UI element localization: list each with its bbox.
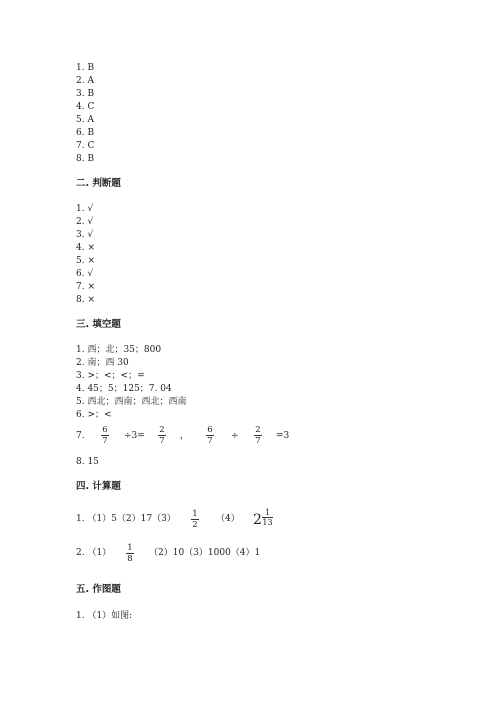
answer-1-1: 1. B xyxy=(76,63,95,73)
answer-3-2: 2. 南；西 30 xyxy=(76,358,129,368)
answer-1-8: 8. B xyxy=(76,154,95,164)
calc-q1-fraction xyxy=(191,509,199,530)
calc-q2-tail: （2）10（3）1000（4）1 xyxy=(149,548,261,558)
answer-2-3: 3. √ xyxy=(76,230,94,240)
q7-fraction-4 xyxy=(254,425,262,446)
answer-1-6: 6. B xyxy=(76,128,95,138)
answer-2-5: 5. × xyxy=(76,256,95,266)
calc-q1-mixed-denominator: 13 xyxy=(262,518,273,527)
calc-q1-mixed-whole: 2 xyxy=(253,512,262,528)
answer-3-8: 8. 15 xyxy=(76,457,99,467)
q7-f2-denominator: 7 xyxy=(159,436,165,446)
calc-q1-mixed-fraction xyxy=(262,508,273,527)
calc-q2-numerator: 1 xyxy=(127,543,133,553)
q7-f2-numerator: 2 xyxy=(159,425,165,435)
section-heading-drawing: 五. 作图题 xyxy=(76,584,121,595)
q7-f3-numerator: 6 xyxy=(207,425,213,435)
answer-1-4: 4. C xyxy=(76,102,95,112)
answer-2-8: 8. × xyxy=(76,295,95,305)
section-heading-fill-blank: 三. 填空题 xyxy=(76,319,121,330)
calc-q2-denominator: 8 xyxy=(127,554,133,564)
q7-f4-numerator: 2 xyxy=(255,425,261,435)
answer-2-6: 6. √ xyxy=(76,269,94,279)
q7-f1-denominator: 7 xyxy=(102,436,108,446)
q7-fraction-1 xyxy=(101,425,109,446)
q7-f4-denominator: 7 xyxy=(255,436,261,446)
answer-2-4: 4. × xyxy=(76,243,95,253)
answer-1-3: 3. B xyxy=(76,89,95,99)
section-heading-judgement: 二. 判断题 xyxy=(76,178,121,189)
q7-op2: ÷ xyxy=(231,431,239,441)
q7-fraction-3 xyxy=(206,425,214,446)
q7-op1: ÷3= xyxy=(124,431,145,441)
answer-3-3: 3. >；<；<；= xyxy=(76,371,145,381)
section-heading-calculation: 四. 计算题 xyxy=(76,481,121,492)
answer-1-7: 7. C xyxy=(76,141,95,151)
answer-5-1: 1. （1）如图: xyxy=(76,611,133,621)
calc-q2-fraction xyxy=(126,543,134,564)
answer-3-5: 5. 西北；西南；西北；西南 xyxy=(76,397,187,407)
calc-q1-mixed-numerator: 1 xyxy=(264,508,271,517)
calc-q1-mid: （4） xyxy=(216,514,240,524)
q7-f3-denominator: 7 xyxy=(207,436,213,446)
calc-q1-text: 1. （1）5（2）17（3） xyxy=(76,514,176,524)
calc-q1-denominator: 2 xyxy=(192,520,198,530)
calc-q2-text: 2. （1） xyxy=(76,548,112,558)
q7-fraction-2 xyxy=(158,425,166,446)
answer-3-6: 6. >；< xyxy=(76,410,112,420)
q7-tail: =3 xyxy=(276,431,290,441)
answer-1-5: 5. A xyxy=(76,115,94,125)
answer-1-2: 2. A xyxy=(76,76,94,86)
answer-2-1: 1. √ xyxy=(76,204,94,214)
answer-3-4: 4. 45；5；125；7. 04 xyxy=(76,384,172,394)
calc-q1-numerator: 1 xyxy=(192,509,198,519)
answer-2-7: 7. × xyxy=(76,282,95,292)
q7-f1-numerator: 6 xyxy=(102,425,108,435)
q7-comma: ， xyxy=(180,431,190,441)
q7-label: 7. xyxy=(76,431,85,441)
answer-2-2: 2. √ xyxy=(76,217,94,227)
answer-3-1: 1. 西；北；35；800 xyxy=(76,345,162,355)
